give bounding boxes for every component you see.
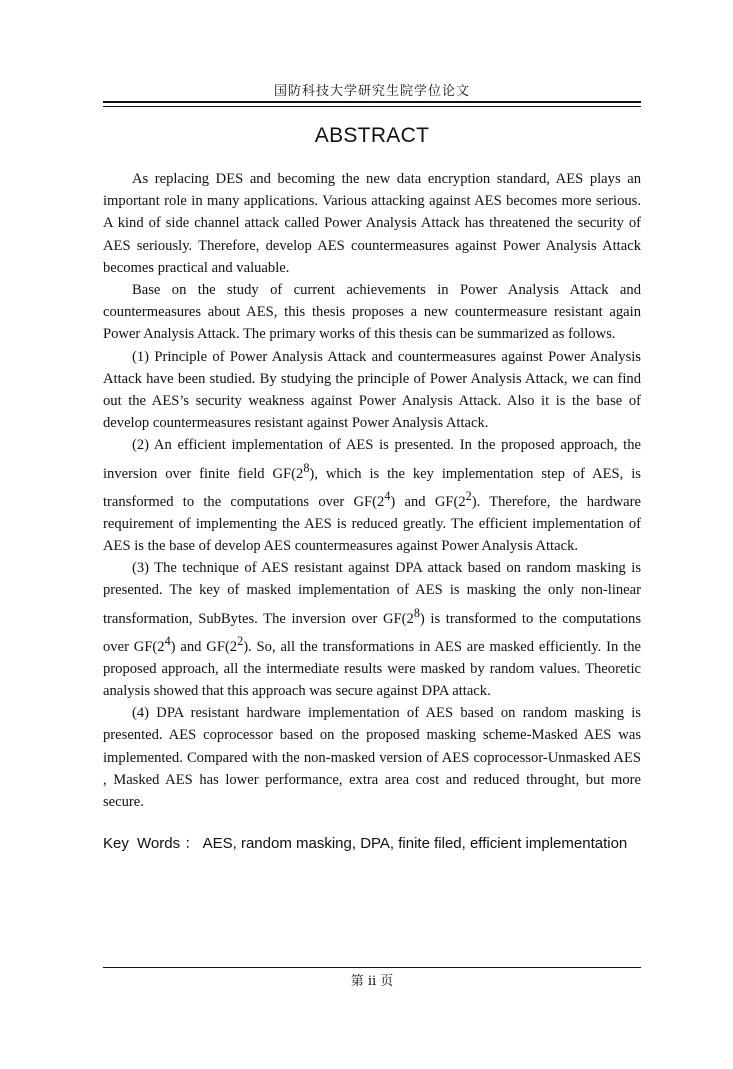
paragraph-5: (3) The technique of AES resistant against DPA attack based on random masking is presented. The key of masked implementation of AES is masking the only non-linear transformation, SubBytes. The inversion over $GF(2^8)$ is transformed to the computations over $GF(2^4)$ and $GF(2^2)$. So, all the transformations in AES are masked efficiently. In the proposed approach, all the intermediate results were masked by random values. Theoretic analysis showed that this approach was secure against DPA attack. (103, 560, 641, 699)
paragraph-2: Base on the study of current achievements in Power Analysis Attack and countermeasures about AES, this thesis proposes a new countermeasure resistant again Power Analysis Attack. The primary works of this thesis can be summarized as follows. (103, 282, 641, 343)
header-rule-thin (103, 106, 641, 107)
keywords-values: AES, random masking, DPA, finite filed, efficient implementation (202, 835, 628, 852)
footer-rule (103, 967, 641, 968)
paragraph-6: (4) DPA resistant hardware implementation of AES based on random masking is presented. AES coprocessor based on the proposed masking scheme-Masked AES was implemented. Compared with the non-masked version of AES coprocessor-Unmasked AES , Masked AES has lower performance, extra area cost and reduced throught, but more secure. (103, 705, 641, 810)
keywords-label: Key Words (103, 835, 181, 852)
page-number: 第 ii 页 (350, 974, 394, 989)
abstract-title: ABSTRACT (314, 124, 430, 147)
paragraph-4: (2) An efficient implementation of AES is presented. In the proposed approach, the inversion over finite field $GF(2^8)$, which is the key implementation step of AES, is transformed to the computations over $GF(2^4)$ and $GF(2^2)$. Therefore, the hardware requirement of implementing the AES is reduced greatly. The efficient implementation of AES is the base of develop AES countermeasures against Power Analysis Attack. (103, 437, 641, 554)
abstract-body (103, 168, 641, 813)
paragraph-1: As replacing DES and becoming the new data encryption standard, AES plays an important role in many applications. Various attacking against AES becomes more serious. A kind of side channel attack called Power Analysis Attack has threatened the security of AES seriously. Therefore, develop AES countermeasures against Power Analysis Attack becomes practical and valuable. (103, 171, 641, 276)
header-rule-thick (103, 101, 641, 103)
running-header: 国防科技大学研究生院学位论文 (273, 84, 470, 99)
keywords-separator: ： (184, 835, 200, 852)
paragraph-3: (1) Principle of Power Analysis Attack and countermeasures against Power Analysis Attack have been studied. By studying the principle of Power Analysis Attack, we can find out the AES’s security weakness against Power Analysis Attack. Also it is the base of develop countermeasures resistant against Power Analysis Attack. (103, 348, 641, 432)
keywords-block (103, 832, 641, 855)
